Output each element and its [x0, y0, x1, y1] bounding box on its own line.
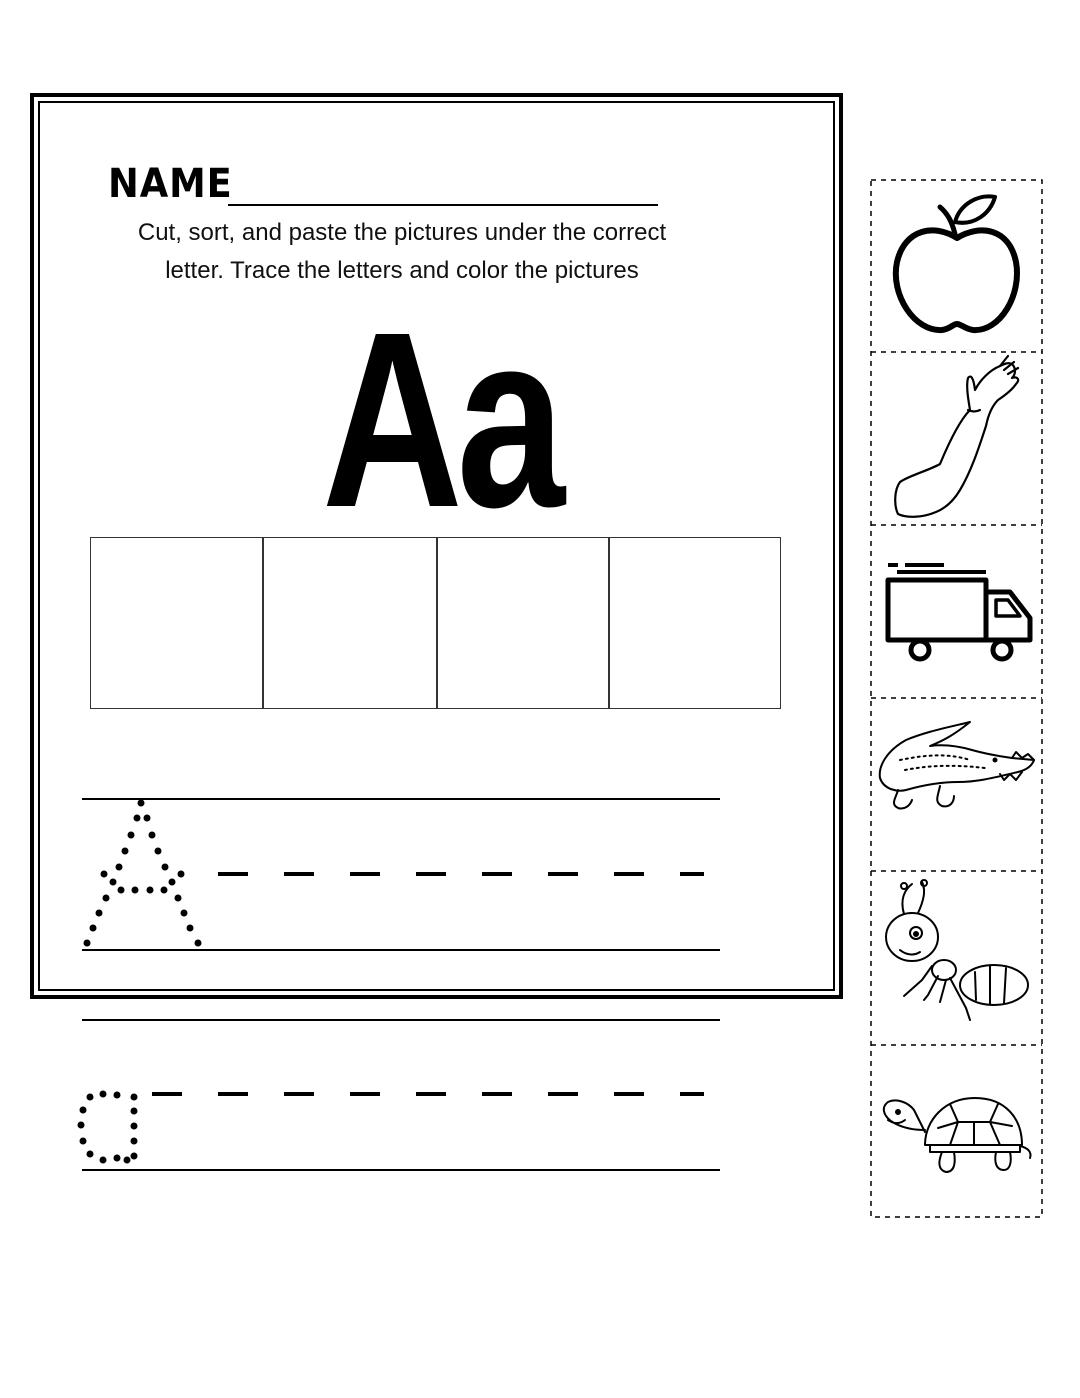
turtle-icon[interactable]: [884, 1098, 1031, 1172]
instructions-line-2: letter. Trace the letters and color the pictures: [165, 257, 639, 284]
instructions-line-1: Cut, sort, and paste the pictures under the correct: [137, 219, 667, 246]
featured-letter: Aa: [322, 280, 559, 559]
apple-icon[interactable]: [896, 196, 1017, 330]
name-label: NAME: [108, 161, 233, 207]
ant-icon[interactable]: [886, 880, 1028, 1020]
arm-icon[interactable]: [895, 356, 1018, 517]
truck-icon[interactable]: [888, 565, 1030, 659]
cut-lines: [871, 180, 1042, 1217]
alligator-icon[interactable]: [880, 722, 1034, 809]
